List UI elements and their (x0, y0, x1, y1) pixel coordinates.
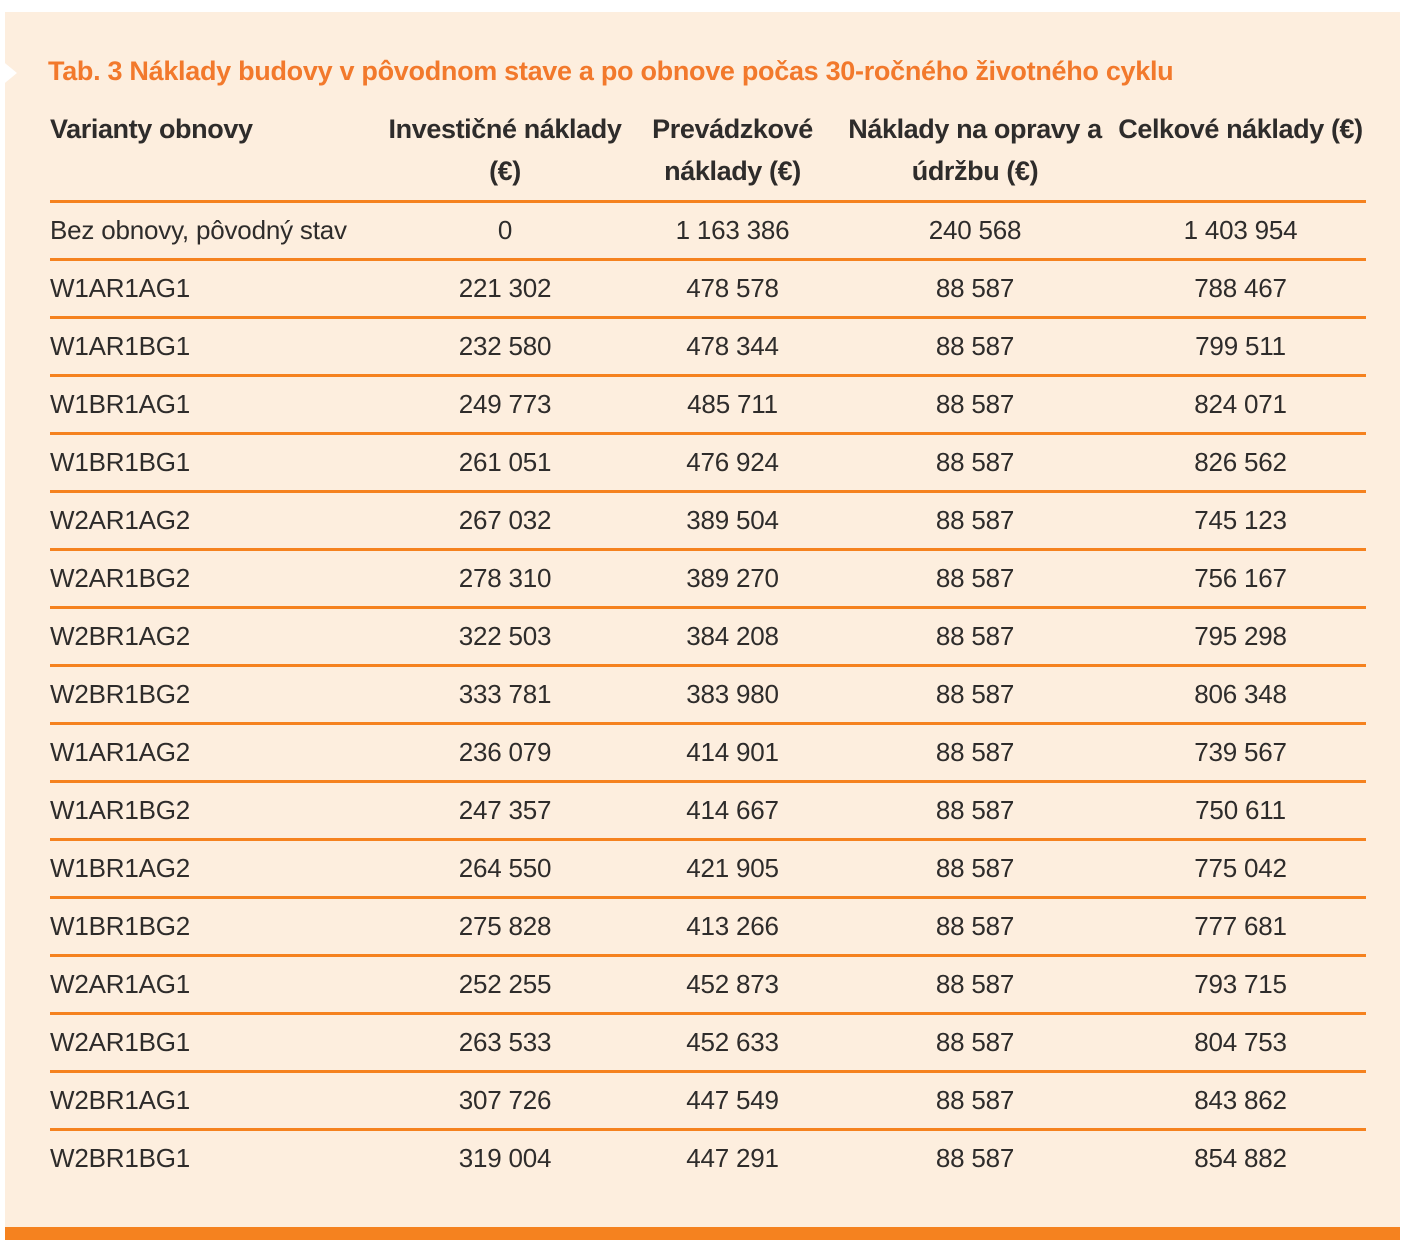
value-cell: 389 270 (630, 550, 835, 608)
value-cell: 263 533 (380, 1014, 630, 1072)
value-cell: 739 567 (1115, 724, 1366, 782)
value-cell: 1 163 386 (630, 202, 835, 260)
value-cell: 1 403 954 (1115, 202, 1366, 260)
value-cell: 750 611 (1115, 782, 1366, 840)
table-row (50, 434, 1366, 492)
value-cell: 88 587 (835, 376, 1115, 434)
table-row (50, 898, 1366, 956)
column-header-investment-costs: Investičné náklady (€) (380, 104, 630, 202)
table-row (50, 1072, 1366, 1130)
variant-cell: W1BR1AG2 (50, 840, 380, 898)
ribbon-arrow-icon (0, 59, 17, 87)
variant-cell: Bez obnovy, pôvodný stav (50, 202, 380, 260)
table-row (50, 260, 1366, 318)
value-cell: 826 562 (1115, 434, 1366, 492)
column-header-repair-maintenance-costs: Náklady na opravy a údržbu (€) (835, 104, 1115, 202)
value-cell: 414 667 (630, 782, 835, 840)
value-cell: 247 357 (380, 782, 630, 840)
table-row (50, 666, 1366, 724)
value-cell: 307 726 (380, 1072, 630, 1130)
table-row (50, 202, 1366, 260)
table-row (50, 724, 1366, 782)
value-cell: 88 587 (835, 492, 1115, 550)
table-body (50, 202, 1366, 1187)
variant-cell: W2AR1BG2 (50, 550, 380, 608)
value-cell: 389 504 (630, 492, 835, 550)
value-cell: 267 032 (380, 492, 630, 550)
costs-table (50, 104, 1366, 1186)
value-cell: 88 587 (835, 550, 1115, 608)
value-cell: 333 781 (380, 666, 630, 724)
table-row (50, 492, 1366, 550)
value-cell: 88 587 (835, 666, 1115, 724)
variant-cell: W1BR1BG1 (50, 434, 380, 492)
value-cell: 236 079 (380, 724, 630, 782)
value-cell: 383 980 (630, 666, 835, 724)
value-cell: 252 255 (380, 956, 630, 1014)
value-cell: 88 587 (935, 1143, 1015, 1173)
value-cell: 261 051 (380, 434, 630, 492)
table-row (50, 840, 1366, 898)
value-cell: 795 298 (1115, 608, 1366, 666)
variant-cell: W1AR1BG1 (50, 318, 380, 376)
variant-cell: W1BR1AG1 (50, 376, 380, 434)
costs-table-container (50, 104, 1366, 1186)
column-header-operating-costs: Prevádzkové náklady (€) (630, 104, 835, 202)
value-cell: 88 587 (835, 260, 1115, 318)
value-cell: 221 302 (380, 260, 630, 318)
value-cell: 788 467 (1115, 260, 1366, 318)
column-header-variants: Varianty obnovy (50, 104, 380, 202)
variant-cell: W2AR1BG1 (50, 1014, 380, 1072)
value-cell: 824 071 (1115, 376, 1366, 434)
table-row (50, 1014, 1366, 1072)
value-cell: 88 587 (835, 1014, 1115, 1072)
value-cell: 88 587 (835, 608, 1115, 666)
value-cell: 843 862 (1115, 1072, 1366, 1130)
value-cell: 249 773 (380, 376, 630, 434)
value-cell: 414 901 (630, 724, 835, 782)
table-row (50, 956, 1366, 1014)
variant-cell: W1AR1BG2 (50, 782, 380, 840)
value-cell: 88 587 (835, 898, 1115, 956)
value-cell: 88 587 (835, 318, 1115, 376)
value-cell: 0 (380, 202, 630, 260)
bottom-accent-bar (5, 1227, 1400, 1240)
table-row (50, 608, 1366, 666)
variant-cell: W2BR1AG2 (50, 608, 380, 666)
value-cell: 447 291 (686, 1143, 779, 1173)
value-cell: 88 587 (835, 840, 1115, 898)
variant-cell: W1AR1AG1 (50, 260, 380, 318)
value-cell: 854 882 (1194, 1143, 1287, 1173)
value-cell: 799 511 (1115, 318, 1366, 376)
value-cell: 240 568 (835, 202, 1115, 260)
value-cell: 478 578 (630, 260, 835, 318)
value-cell: 264 550 (380, 840, 630, 898)
variant-cell: W2BR1BG2 (50, 666, 380, 724)
value-cell: 413 266 (630, 898, 835, 956)
variant-cell: W1BR1BG2 (50, 898, 380, 956)
variant-cell: W2BR1AG1 (50, 1072, 380, 1130)
value-cell: 793 715 (1115, 956, 1366, 1014)
value-cell: 421 905 (630, 840, 835, 898)
value-cell: 476 924 (630, 434, 835, 492)
table-title: Tab. 3 Náklady budovy v pôvodnom stave a po obnove počas 30-ročného životného cyklu (48, 56, 1174, 86)
value-cell: 452 873 (630, 956, 835, 1014)
table-row (50, 782, 1366, 840)
value-cell: 775 042 (1115, 840, 1366, 898)
value-cell: 278 310 (380, 550, 630, 608)
table-header-row (50, 104, 1366, 202)
table-row (50, 550, 1366, 608)
value-cell: 275 828 (380, 898, 630, 956)
value-cell: 447 549 (630, 1072, 835, 1130)
value-cell: 485 711 (630, 376, 835, 434)
value-cell: 452 633 (630, 1014, 835, 1072)
variant-cell: W2AR1AG2 (50, 492, 380, 550)
value-cell: 806 348 (1115, 666, 1366, 724)
value-cell: 88 587 (835, 782, 1115, 840)
table-row (50, 1130, 1366, 1187)
value-cell: 777 681 (1115, 898, 1366, 956)
value-cell: 319 004 (458, 1143, 552, 1173)
value-cell: 232 580 (380, 318, 630, 376)
value-cell: 88 587 (835, 956, 1115, 1014)
value-cell: 88 587 (835, 724, 1115, 782)
table-row (50, 376, 1366, 434)
value-cell: 322 503 (380, 608, 630, 666)
value-cell: 756 167 (1115, 550, 1366, 608)
value-cell: 88 587 (835, 1072, 1115, 1130)
variant-cell: W1AR1AG2 (50, 724, 380, 782)
value-cell: 745 123 (1115, 492, 1366, 550)
value-cell: 478 344 (630, 318, 835, 376)
value-cell: 88 587 (835, 434, 1115, 492)
column-header-total-costs: Celkové náklady (€) (1115, 104, 1366, 202)
variant-cell: W2AR1AG1 (50, 956, 380, 1014)
variant-cell: W2BR1BG1 (50, 1143, 191, 1173)
value-cell: 804 753 (1115, 1014, 1366, 1072)
table-row (50, 318, 1366, 376)
value-cell: 384 208 (630, 608, 835, 666)
